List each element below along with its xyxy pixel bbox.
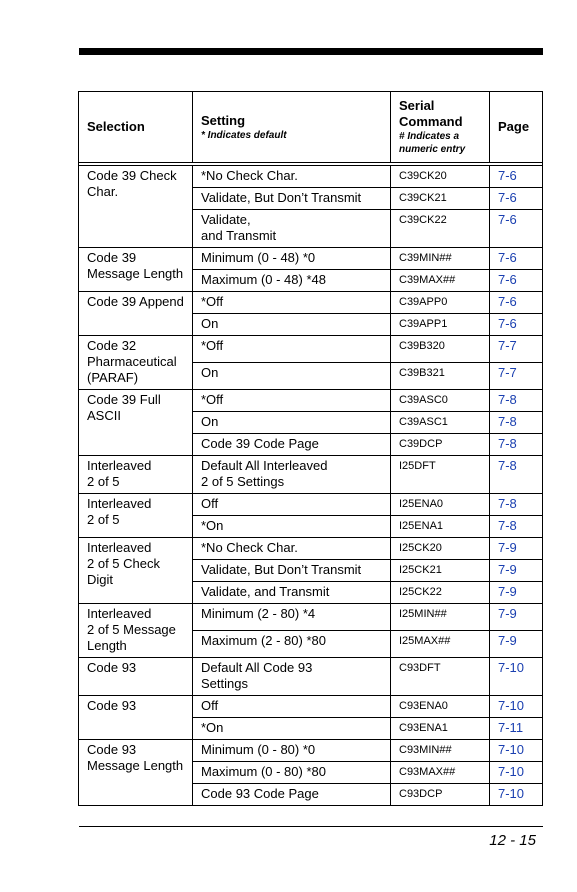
serial-command-cell: I25MIN## (391, 604, 490, 631)
page-link[interactable]: 7-10 (490, 696, 543, 718)
setting-cell: *On (193, 516, 391, 538)
serial-command-cell: I25CK21 (391, 560, 490, 582)
page-link[interactable]: 7-8 (490, 516, 543, 538)
serial-command-cell: C93DCP (391, 784, 490, 806)
serial-command-table (78, 91, 543, 806)
table-row (79, 292, 543, 314)
selection-cell: Code 32 Pharmaceutical (PARAF) (79, 336, 193, 390)
selection-cell: Code 93 (79, 658, 193, 696)
selection-cell: Code 93 (79, 696, 193, 740)
table-row (79, 494, 543, 516)
page-link[interactable]: 7-7 (490, 363, 543, 390)
serial-command-cell: C93MIN## (391, 740, 490, 762)
setting-cell: Minimum (0 - 48) *0 (193, 248, 391, 270)
page-link[interactable]: 7-9 (490, 582, 543, 604)
header-setting: Setting * Indicates default (193, 92, 391, 163)
setting-cell: Validate, and Transmit (193, 210, 391, 248)
setting-cell: Off (193, 696, 391, 718)
page-link[interactable]: 7-10 (490, 658, 543, 696)
selection-cell: Interleaved 2 of 5 (79, 456, 193, 494)
serial-command-cell: C39B320 (391, 336, 490, 363)
setting-cell: *Off (193, 292, 391, 314)
page-link[interactable]: 7-6 (490, 270, 543, 292)
selection-cell: Interleaved 2 of 5 (79, 494, 193, 538)
selection-cell: Code 39 Append (79, 292, 193, 336)
serial-command-cell: C39CK22 (391, 210, 490, 248)
setting-cell: On (193, 363, 391, 390)
serial-command-cell: C93ENA1 (391, 718, 490, 740)
setting-cell: On (193, 314, 391, 336)
serial-command-cell: C93ENA0 (391, 696, 490, 718)
setting-cell: Code 39 Code Page (193, 434, 391, 456)
setting-cell: *Off (193, 336, 391, 363)
selection-cell: Code 39 Message Length (79, 248, 193, 292)
setting-cell: Code 93 Code Page (193, 784, 391, 806)
page-link[interactable]: 7-11 (490, 718, 543, 740)
setting-cell: Validate, But Don’t Transmit (193, 560, 391, 582)
setting-cell: Validate, and Transmit (193, 582, 391, 604)
page-link[interactable]: 7-6 (490, 292, 543, 314)
page-link[interactable]: 7-8 (490, 494, 543, 516)
serial-command-cell: C39MAX## (391, 270, 490, 292)
header-selection: Selection (79, 92, 193, 163)
serial-command-cell: C39ASC1 (391, 412, 490, 434)
page-link[interactable]: 7-7 (490, 336, 543, 363)
selection-cell: Code 93 Message Length (79, 740, 193, 806)
setting-cell: *No Check Char. (193, 538, 391, 560)
serial-command-cell: I25CK22 (391, 582, 490, 604)
page-link[interactable]: 7-6 (490, 188, 543, 210)
table-row (79, 696, 543, 718)
serial-command-cell: C39B321 (391, 363, 490, 390)
serial-command-cell: C39ASC0 (391, 390, 490, 412)
serial-command-cell: C93DFT (391, 658, 490, 696)
table-row (79, 538, 543, 560)
setting-cell: Default All Interleaved 2 of 5 Settings (193, 456, 391, 494)
setting-cell: Maximum (2 - 80) *80 (193, 631, 391, 658)
page-link[interactable]: 7-8 (490, 456, 543, 494)
serial-command-cell: C39CK20 (391, 166, 490, 188)
serial-command-cell: C39APP1 (391, 314, 490, 336)
serial-command-cell: C39DCP (391, 434, 490, 456)
selection-cell: Code 39 Full ASCII (79, 390, 193, 456)
setting-cell: Minimum (0 - 80) *0 (193, 740, 391, 762)
serial-command-cell: I25MAX## (391, 631, 490, 658)
selection-cell: Code 39 Check Char. (79, 166, 193, 248)
page-link[interactable]: 7-8 (490, 412, 543, 434)
page-link[interactable]: 7-9 (490, 604, 543, 631)
serial-command-cell: C39MIN## (391, 248, 490, 270)
table-row (79, 456, 543, 494)
page-link[interactable]: 7-6 (490, 166, 543, 188)
header-setting-note: * Indicates default (201, 129, 287, 141)
table-row (79, 336, 543, 363)
setting-cell: *On (193, 718, 391, 740)
page-link[interactable]: 7-8 (490, 390, 543, 412)
page-link[interactable]: 7-6 (490, 210, 543, 248)
table-row (79, 390, 543, 412)
table-row (79, 740, 543, 762)
serial-command-cell: C39CK21 (391, 188, 490, 210)
setting-cell: Minimum (2 - 80) *4 (193, 604, 391, 631)
setting-cell: Validate, But Don’t Transmit (193, 188, 391, 210)
serial-command-cell: I25ENA1 (391, 516, 490, 538)
page-link[interactable]: 7-8 (490, 434, 543, 456)
serial-command-cell: C93MAX## (391, 762, 490, 784)
page-link[interactable]: 7-10 (490, 740, 543, 762)
setting-cell: On (193, 412, 391, 434)
header-serial-note: # Indicates a numeric entry (399, 131, 466, 155)
setting-cell: Maximum (0 - 80) *80 (193, 762, 391, 784)
setting-cell: Off (193, 494, 391, 516)
selection-cell: Interleaved 2 of 5 Message Length (79, 604, 193, 658)
table-row (79, 658, 543, 696)
table-body (79, 166, 543, 806)
page-link[interactable]: 7-10 (490, 784, 543, 806)
page-link[interactable]: 7-10 (490, 762, 543, 784)
serial-command-cell: I25CK20 (391, 538, 490, 560)
page-link[interactable]: 7-9 (490, 538, 543, 560)
header-serial-command: Serial Command # Indicates a numeric entry (391, 92, 490, 163)
setting-cell: *No Check Char. (193, 166, 391, 188)
page-number: 12 - 15 (489, 832, 536, 849)
page-link[interactable]: 7-6 (490, 314, 543, 336)
table-header-row (79, 92, 543, 163)
table-row (79, 604, 543, 631)
setting-cell: *Off (193, 390, 391, 412)
page-link[interactable]: 7-9 (490, 560, 543, 582)
header-page: Page (490, 92, 543, 163)
selection-cell: Interleaved 2 of 5 Check Digit (79, 538, 193, 604)
footer-rule (79, 826, 543, 827)
table-row (79, 166, 543, 188)
serial-command-cell: I25ENA0 (391, 494, 490, 516)
serial-command-cell: C39APP0 (391, 292, 490, 314)
top-rule (79, 48, 543, 55)
page-link[interactable]: 7-9 (490, 631, 543, 658)
table-row (79, 248, 543, 270)
page-link[interactable]: 7-6 (490, 248, 543, 270)
setting-cell: Default All Code 93 Settings (193, 658, 391, 696)
serial-command-cell: I25DFT (391, 456, 490, 494)
setting-cell: Maximum (0 - 48) *48 (193, 270, 391, 292)
